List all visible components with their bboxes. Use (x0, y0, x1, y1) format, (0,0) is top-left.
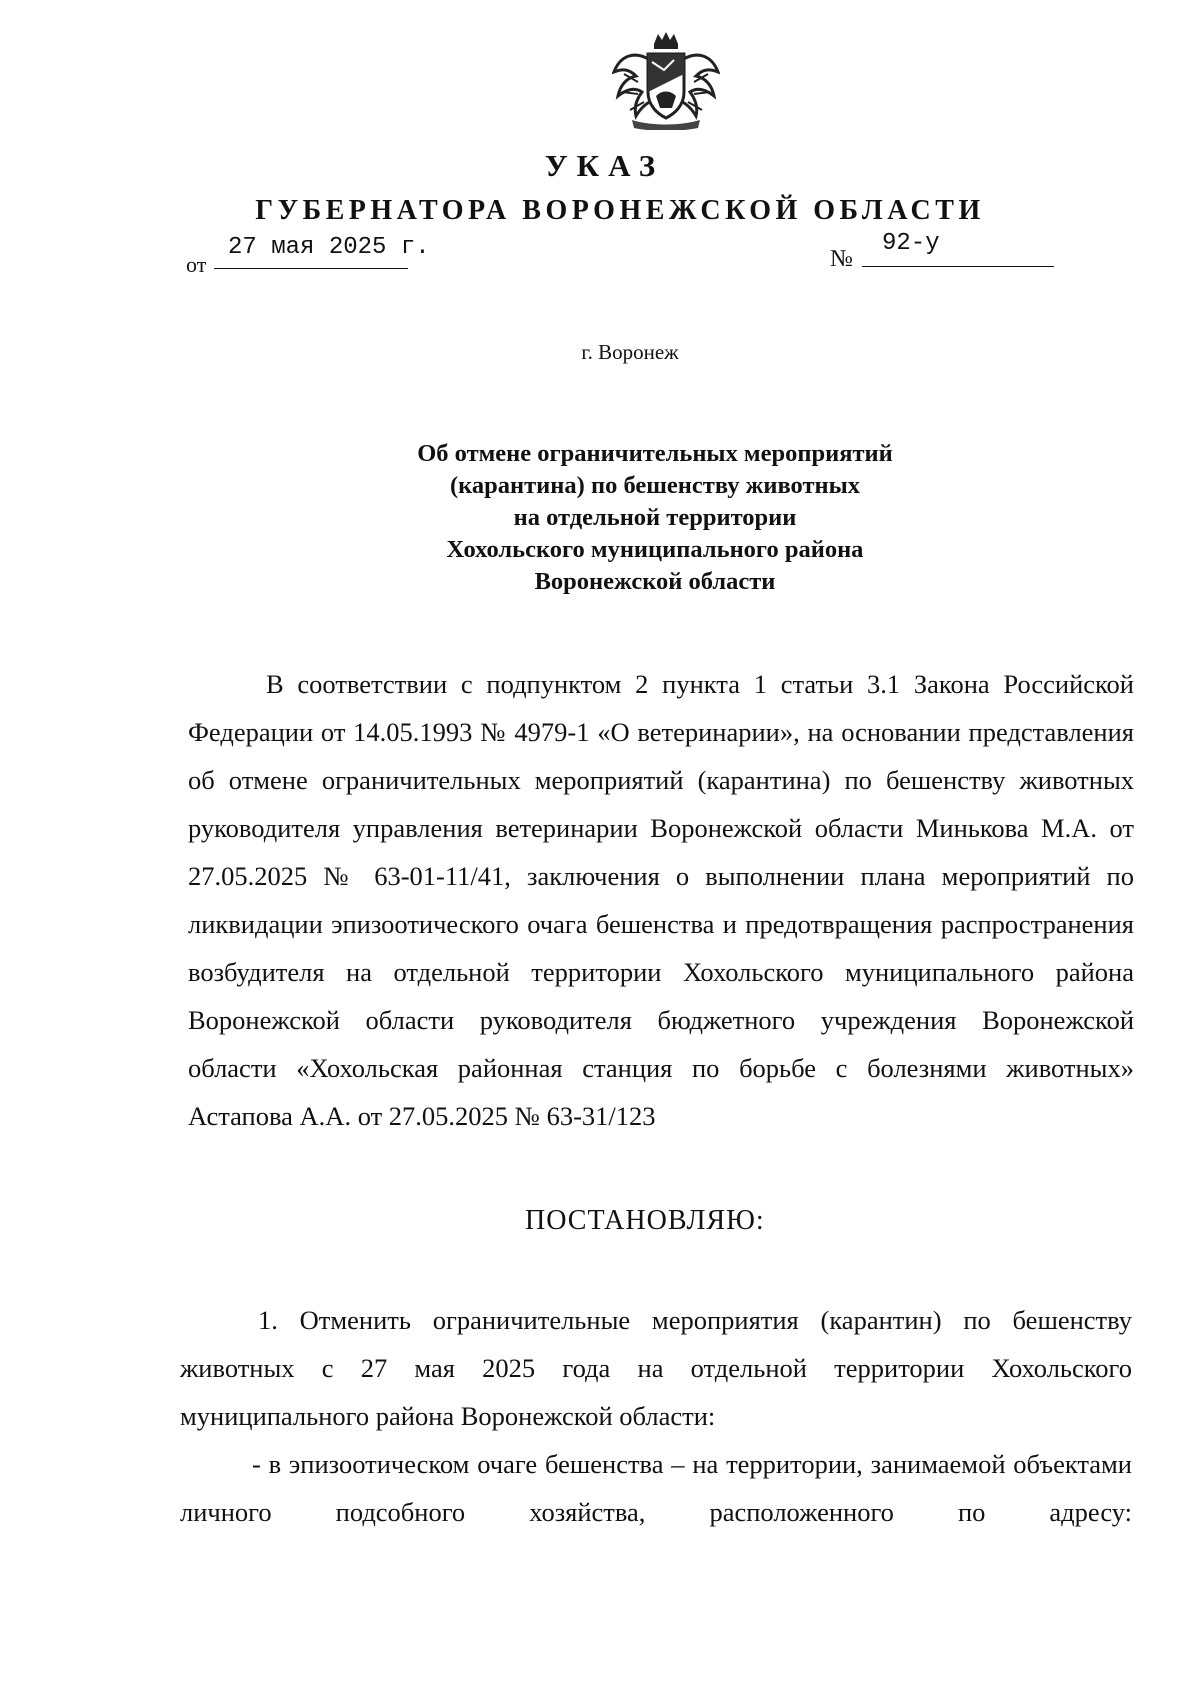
document-subject (330, 438, 980, 598)
subject-line: Об отмене ограничительных мероприятий (417, 440, 893, 467)
subject-line: на отдельной территории (513, 504, 797, 531)
date-underline (214, 268, 408, 269)
subject-line: Воронежской области (534, 568, 776, 595)
number-value: 92-у (882, 230, 940, 257)
decree-heading: ПОСТАНОВЛЯЮ: (525, 1205, 765, 1236)
issuer-title: ГУБЕРНАТОРА ВОРОНЕЖСКОЙ ОБЛАСТИ (255, 195, 985, 226)
number-underline (862, 266, 1054, 267)
preamble-paragraph: В соответствии с подпунктом 2 пункта 1 статьи 3.1 Закона Российской Федерации от 14.05.1993 № 4979-1 «О ветеринарии», на основании представления об отмене ограничительных мероприятий (карантина) по бешенству животных руководителя управления ветеринарии Воронежской области Минькова М.А. от 27.05.2025 № 63-01-11/41, заключения о выполнении плана мероприятий по ликвидации эпизоотического очага бешенства и предотвращения распространения возбудителя на отдельной территории Хохольского муниципального района Воронежской области руководителя бюджетного учреждения Воронежской области «Хохольская районная станция по борьбе с болезнями животных» Астапова А.А. от 27.05.2025 № 63-31/123 (188, 669, 1134, 1131)
city-of-issue: г. Воронеж (581, 340, 679, 364)
coat-of-arms-emblem (612, 30, 720, 130)
clause-1-subitem-paragraph: - в эпизоотическом очаге бешенства – на территории, занимаемой объектами личного подсобного хозяйства, расположенного по адресу: (180, 1449, 1132, 1527)
clause-1-paragraph: 1. Отменить ограничительные мероприятия (карантин) по бешенству животных с 27 мая 2025 года на отдельной территории Хохольского муниципального района Воронежской области: (180, 1305, 1132, 1431)
date-prefix: от (186, 252, 207, 277)
date-value: 27 мая 2025 г. (228, 234, 430, 261)
number-prefix: № (830, 246, 853, 272)
document-type-title: УКАЗ (544, 148, 665, 183)
subject-line: Хохольского муниципального района (446, 536, 864, 563)
subject-line: (карантина) по бешенству животных (450, 472, 860, 499)
